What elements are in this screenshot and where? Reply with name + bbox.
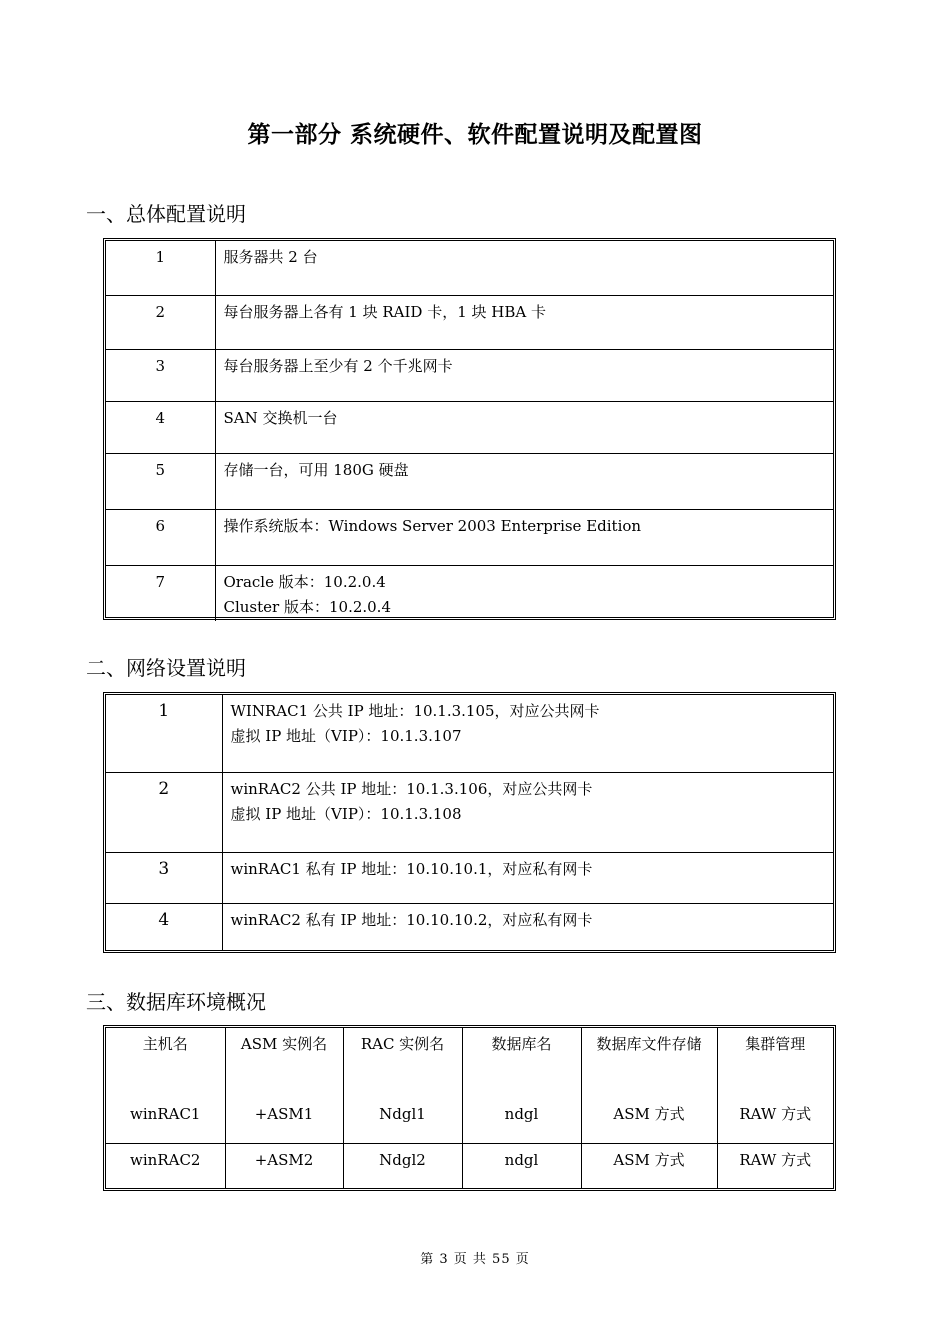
column-header: 集群管理: [717, 1028, 833, 1098]
content-line: 虚拟 IP 地址（VIP）：10.1.3.108: [230, 804, 462, 823]
table-cell: RAW 方式: [717, 1143, 833, 1188]
table-row: [106, 852, 833, 903]
row-number: 1: [106, 695, 222, 772]
table-cell: RAW 方式: [717, 1098, 833, 1143]
row-number: 3: [106, 852, 222, 903]
content-line: 每台服务器上各有 1 块 RAID 卡，1 块 HBA 卡: [223, 302, 546, 321]
table-row: [106, 401, 833, 453]
content-line: 存储一台，可用 180G 硬盘: [223, 460, 409, 479]
row-content: [222, 772, 833, 852]
content-line: 操作系统版本：Windows Server 2003 Enterprise Edition: [223, 516, 642, 535]
content-line: 每台服务器上至少有 2 个千兆网卡: [223, 356, 453, 375]
table-header-row: [106, 1028, 833, 1098]
content-line: winRAC2 私有 IP 地址：10.10.10.2，对应私有网卡: [230, 910, 593, 929]
column-header: RAC 实例名: [343, 1028, 462, 1098]
section-heading-db-environment: 三、数据库环境概况: [86, 990, 266, 1014]
section-heading-network-config: 二、网络设置说明: [86, 656, 246, 680]
section-heading-overall-config: 一、总体配置说明: [86, 202, 246, 226]
row-content: [222, 852, 833, 903]
table-cell: ndgl: [462, 1143, 581, 1188]
row-content: [215, 401, 833, 453]
table-cell: +ASM1: [225, 1098, 343, 1143]
row-content: [215, 565, 833, 621]
row-number: 2: [106, 295, 215, 349]
table-cell: ndgl: [462, 1098, 581, 1143]
row-content: [215, 453, 833, 509]
overall-config-table: [103, 238, 836, 620]
table-row: [106, 1098, 833, 1143]
table-cell: Ndgl1: [343, 1098, 462, 1143]
content-line: winRAC2 公共 IP 地址：10.1.3.106，对应公共网卡: [230, 779, 593, 798]
table-cell: ASM 方式: [581, 1143, 717, 1188]
row-number: 5: [106, 453, 215, 509]
table-row: [106, 565, 833, 621]
row-number: 2: [106, 772, 222, 852]
db-environment-table: [103, 1025, 836, 1191]
row-number: 3: [106, 349, 215, 401]
page-footer: 第 3 页 共 55 页: [420, 1252, 530, 1267]
row-content: [215, 509, 833, 565]
table-row: [106, 772, 833, 852]
row-content: [222, 695, 833, 772]
content-line: Cluster 版本：10.2.0.4: [223, 597, 391, 616]
content-line: winRAC1 私有 IP 地址：10.10.10.1，对应私有网卡: [230, 859, 593, 878]
column-header: 数据库文件存储: [581, 1028, 717, 1098]
table-row: [106, 695, 833, 772]
table-row: [106, 509, 833, 565]
column-header: ASM 实例名: [225, 1028, 343, 1098]
table-cell: +ASM2: [225, 1143, 343, 1188]
row-number: 4: [106, 903, 222, 950]
table-cell: Ndgl2: [343, 1143, 462, 1188]
table-row: [106, 1143, 833, 1188]
row-number: 1: [106, 241, 215, 295]
table-cell: ASM 方式: [581, 1098, 717, 1143]
row-content: [215, 241, 833, 295]
column-header: 主机名: [106, 1028, 225, 1098]
row-number: 4: [106, 401, 215, 453]
column-header: 数据库名: [462, 1028, 581, 1098]
table-row: [106, 241, 833, 295]
content-line: WINRAC1 公共 IP 地址：10.1.3.105，对应公共网卡: [230, 702, 600, 720]
content-line: 虚拟 IP 地址（VIP）：10.1.3.107: [230, 727, 462, 745]
content-line: 服务器共 2 台: [223, 248, 318, 266]
table-row: [106, 349, 833, 401]
row-number: 7: [106, 565, 215, 621]
row-content: [215, 295, 833, 349]
table-cell: winRAC2: [106, 1143, 225, 1188]
table-row: [106, 453, 833, 509]
table-row: [106, 295, 833, 349]
table-row: [106, 903, 833, 950]
content-line: Oracle 版本：10.2.0.4: [223, 572, 386, 591]
content-line: SAN 交换机一台: [223, 408, 338, 427]
table-cell: winRAC1: [106, 1098, 225, 1143]
page-title: 第一部分 系统硬件、软件配置说明及配置图: [247, 122, 703, 148]
row-content: [222, 903, 833, 950]
row-content: [215, 349, 833, 401]
network-config-table: [103, 692, 836, 953]
row-number: 6: [106, 509, 215, 565]
